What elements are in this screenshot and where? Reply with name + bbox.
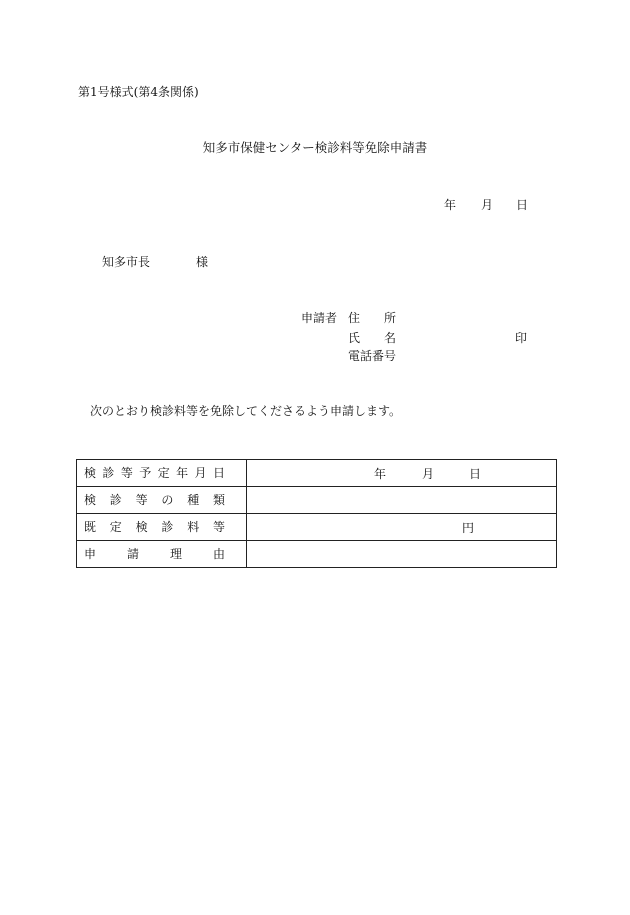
addressee-honorific: 様 [196,255,209,269]
table-row [77,487,557,514]
label-char: 予 [139,466,152,480]
label-char: 日 [212,466,225,480]
row-label-exam-type [77,487,247,514]
label-char: 既 [84,520,97,534]
reason-field[interactable] [247,541,557,568]
label-char: 診 [109,493,122,507]
applicant-label: 申請者 [301,311,338,325]
address-label-char: 住 [348,311,361,325]
label-char: 請 [126,547,139,561]
label-char: 検 [84,493,97,507]
label-char: 等 [120,466,133,480]
addressee-name: 知多市長 [102,255,151,269]
name-label-char: 氏 [348,331,361,345]
seal-mark: 印 [515,331,528,345]
date-month-label: 月 [481,198,494,212]
name-label-char: 名 [384,331,397,345]
exam-fee-field[interactable] [247,514,557,541]
phone-label: 電話番号 [348,349,397,363]
label-char: の [161,493,174,507]
application-statement: 次のとおり検診料等を免除してくださるよう申請します。 [90,404,402,418]
label-char: 診 [161,520,174,534]
value-year-label: 年 [374,467,387,481]
row-label-exam-fee [77,514,247,541]
label-char: 検 [84,466,97,480]
label-char: 年 [176,466,189,480]
document-title: 知多市保健センター検診料等免除申請書 [202,140,428,155]
label-char: 種 [187,493,200,507]
label-char: 診 [102,466,115,480]
label-char: 申 [84,547,97,561]
date-day-label: 日 [516,198,529,212]
label-char: 検 [135,520,148,534]
label-char: 理 [169,547,182,561]
row-label-reason [77,541,247,568]
label-char: 月 [194,466,207,480]
date-year-label: 年 [444,198,457,212]
table-row [77,514,557,541]
label-char: 等 [212,520,225,534]
application-table [76,459,557,568]
label-char: 類 [212,493,225,507]
label-char: 等 [135,493,148,507]
label-char: 由 [212,547,225,561]
label-char: 定 [109,520,122,534]
row-label-scheduled-date [77,460,247,487]
scheduled-date-field[interactable] [247,460,557,487]
value-day-label: 日 [469,467,482,481]
exam-type-field[interactable] [247,487,557,514]
label-char: 定 [157,466,170,480]
yen-unit-label: 円 [462,521,475,535]
table-row [77,460,557,487]
table-row [77,541,557,568]
value-month-label: 月 [422,467,435,481]
address-label-char: 所 [384,311,397,325]
label-char: 料 [187,520,200,534]
form-number: 第1号様式(第4条関係) [78,85,199,99]
